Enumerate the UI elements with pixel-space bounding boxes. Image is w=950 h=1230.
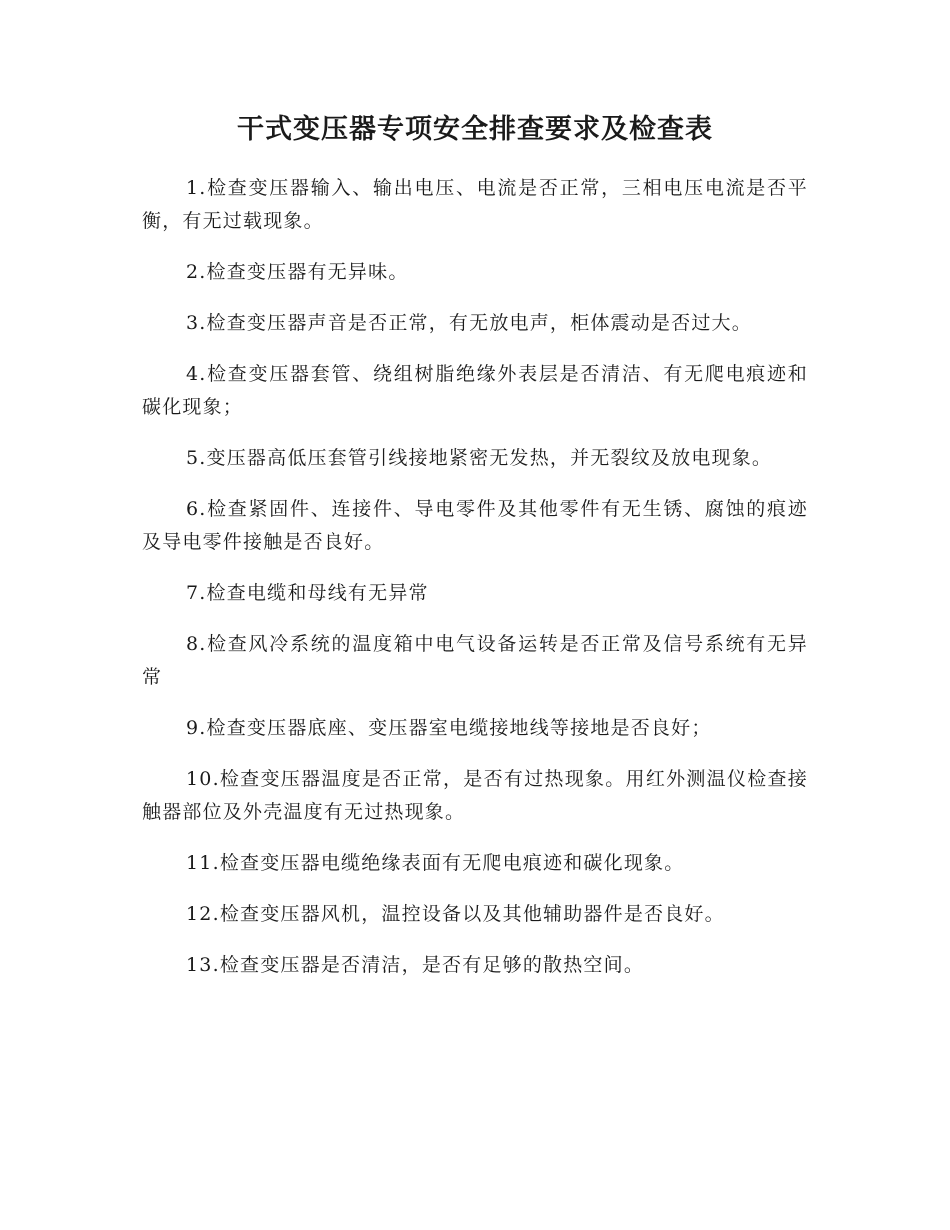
- checklist-item-5: 5.变压器高低压套管引线接地紧密无发热，并无裂纹及放电现象。: [186, 447, 773, 469]
- checklist-item-12: 12.检查变压器风机，温控设备以及其他辅助器件是否良好。: [186, 903, 725, 925]
- checklist-item-10: 10.检查变压器温度是否正常，是否有过热现象。用红外测温仪检查接触器部位及外壳温度有无过热现象。: [142, 768, 808, 823]
- checklist-item-11: 11.检查变压器电缆绝缘表面有无爬电痕迹和碳化现象。: [186, 852, 685, 874]
- checklist-item-7: 7.检查电缆和母线有无异常: [186, 582, 429, 604]
- checklist-item-6: 6.检查紧固件、连接件、导电零件及其他零件有无生锈、腐蚀的痕迹及导电零件接触是否良好。: [142, 498, 808, 553]
- checklist-item-3: 3.检查变压器声音是否正常，有无放电声，柜体震动是否过大。: [186, 312, 752, 334]
- checklist-item-2: 2.检查变压器有无异味。: [186, 261, 409, 283]
- checklist-item-13: 13.检查变压器是否清洁，是否有足够的散热空间。: [186, 954, 645, 976]
- checklist-item-9: 9.检查变压器底座、变压器室电缆接地线等接地是否良好；: [186, 717, 712, 739]
- checklist-item-8: 8.检查风冷系统的温度箱中电气设备运转是否正常及信号系统有无异常: [142, 633, 808, 688]
- document-title: 干式变压器专项安全排查要求及检查表: [237, 114, 713, 145]
- checklist-item-1: 1.检查变压器输入、输出电压、电流是否正常，三相电压电流是否平衡，有无过载现象。: [142, 177, 808, 232]
- checklist-item-4: 4.检查变压器套管、绕组树脂绝缘外表层是否清洁、有无爬电痕迹和碳化现象；: [142, 363, 808, 418]
